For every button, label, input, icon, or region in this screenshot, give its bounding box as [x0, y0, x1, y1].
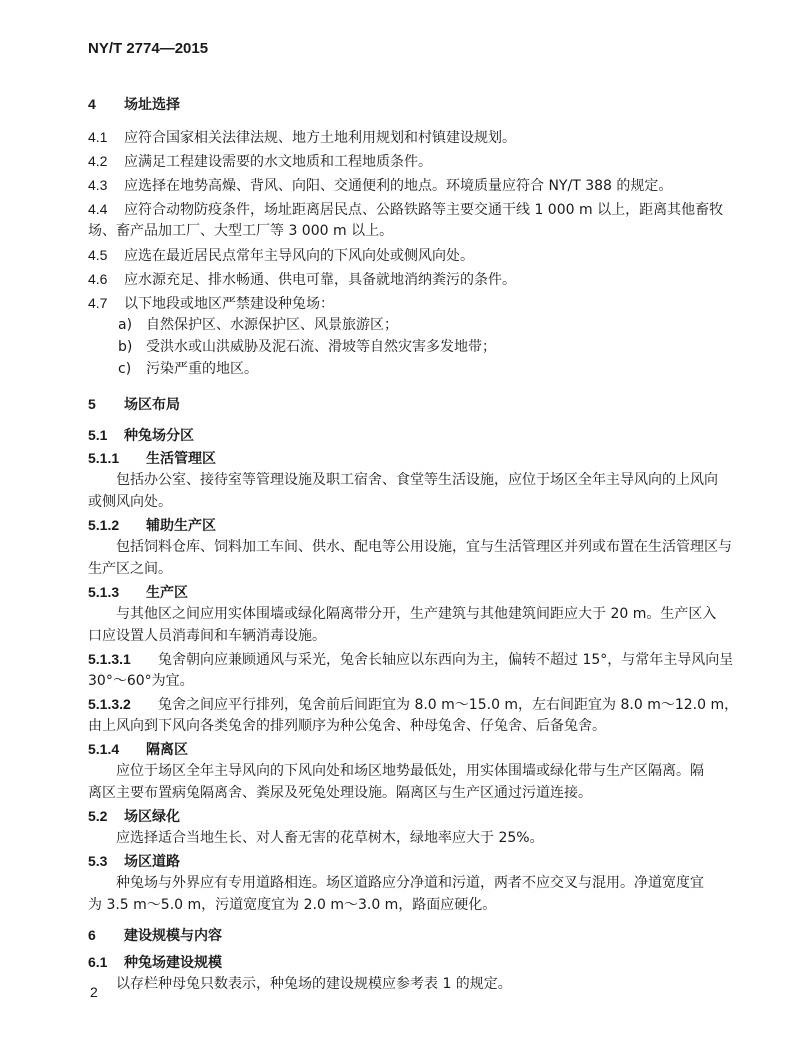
- paragraph-continued: 由上风向到下风向各类兔舍的排列顺序为种公兔舍、种母兔舍、仔兔舍、后备兔舍。: [88, 718, 606, 734]
- clause-4-6: [88, 272, 516, 287]
- section-4-heading: [88, 97, 180, 112]
- section-6-heading: [88, 928, 222, 943]
- clause-number: 5.1.2: [88, 517, 120, 533]
- clause-title: 场区绿化: [124, 809, 180, 825]
- clause-5-1-3: [88, 585, 188, 600]
- clause-text: 兔舍之间应平行排列，兔舍前后间距宜为 8.0 m～15.0 m，左右间距宜为 8.0 m～12.0 m，: [158, 697, 739, 713]
- clause-text: 应符合动物防疫条件，场址距离居民点、公路铁路等主要交通干线 1 000 m 以上，距离其他畜牧: [124, 202, 724, 218]
- paragraph: 应位于场区全年主导风向的下风向处和场区地势最低处，用实体围墙或绿化带与生产区隔离。隔: [116, 763, 704, 779]
- clause-4-4-continued: 场、畜产品加工厂、大型工厂等 3 000 m 以上。: [88, 223, 394, 239]
- clause-4-4: [88, 202, 723, 217]
- clause-text: 应选在最近居民点常年主导风向的下风向处或侧风向处。: [124, 248, 474, 264]
- clause-text: 应选择在地势高燥、背风、向阳、交通便利的地点。环境质量应符合 NY/T 388 的规定。: [124, 178, 673, 194]
- clause-4-2: [88, 154, 432, 169]
- clause-number: 4.2: [88, 153, 108, 169]
- clause-5-1: [88, 428, 194, 443]
- clause-number: 5.1.4: [88, 741, 120, 757]
- clause-number: 4.3: [88, 177, 108, 193]
- paragraph-continued: 口应设置人员消毒间和车辆消毒设施。: [88, 628, 326, 644]
- paragraph: 与其他区之间应用实体围墙或绿化隔离带分开，生产建筑与其他建筑间距应大于 20 m。生产区入: [116, 606, 717, 622]
- clause-6-1: [88, 955, 222, 970]
- clause-text: 应满足工程建设需要的水文地质和工程地质条件。: [124, 154, 432, 170]
- paragraph-continued: 生产区之间。: [88, 561, 172, 577]
- clause-number: 5.1: [88, 427, 108, 443]
- clause-title: 种兔场建设规模: [124, 955, 222, 971]
- list-marker: c): [118, 361, 132, 377]
- clause-4-5: [88, 248, 474, 263]
- clause-number: 4.4: [88, 201, 108, 217]
- section-number: 6: [88, 927, 96, 943]
- page-number: 2: [90, 984, 98, 1000]
- clause-number: 5.1.3.1: [88, 651, 131, 667]
- clause-title: 种兔场分区: [124, 428, 194, 444]
- paragraph: 包括办公室、接待室等管理设施及职工宿舍、食堂等生活设施，应位于场区全年主导风向的上风向: [116, 472, 718, 488]
- clause-title: 辅助生产区: [146, 518, 216, 534]
- clause-5-1-3-2: [88, 697, 738, 712]
- clause-text: 以下地段或地区严禁建设种兔场：: [124, 296, 334, 312]
- clause-number: 5.1.3.2: [88, 696, 131, 712]
- clause-4-7: [88, 296, 334, 311]
- clause-text: 兔舍朝向应兼顾通风与采光，兔舍长轴应以东西向为主，偏转不超过 15°，与常年主导风向呈: [158, 652, 734, 668]
- clause-5-3: [88, 854, 180, 869]
- standard-code: NY/T 2774—2015: [88, 40, 209, 57]
- clause-number: 4.5: [88, 247, 108, 263]
- paragraph: 以存栏种母兔只数表示，种兔场的建设规模应参考表 1 的规定。: [116, 976, 512, 992]
- clause-5-1-4: [88, 742, 188, 757]
- clause-title: 隔离区: [146, 742, 188, 758]
- clause-text: 应符合国家相关法律法规、地方土地利用规划和村镇建设规划。: [124, 130, 516, 146]
- list-item-a: [118, 318, 398, 332]
- section-number: 5: [88, 396, 96, 412]
- list-text: 污染严重的地区。: [146, 361, 258, 377]
- section-5-heading: [88, 397, 180, 412]
- paragraph: 应选择适合当地生长、对人畜无害的花草树木，绿地率应大于 25%。: [116, 830, 544, 846]
- clause-number: 4.1: [88, 129, 108, 145]
- clause-5-1-3-1: [88, 652, 733, 667]
- clause-number: 4.6: [88, 271, 108, 287]
- clause-4-1: [88, 130, 516, 145]
- list-text: 自然保护区、水源保护区、风景旅游区；: [146, 317, 398, 333]
- clause-title: 场区道路: [124, 854, 180, 870]
- clause-5-1-2: [88, 518, 216, 533]
- paragraph: 种兔场与外界应有专用道路相连。场区道路应分净道和污道，两者不应交叉与混用。净道宽度宜: [116, 875, 704, 891]
- clause-4-3: [88, 178, 672, 193]
- section-title: 场区布局: [124, 397, 180, 413]
- list-marker: b): [118, 339, 133, 355]
- clause-number: 5.1.3: [88, 584, 120, 600]
- clause-5-2: [88, 809, 180, 824]
- list-marker: a): [118, 317, 133, 333]
- clause-number: 5.2: [88, 808, 108, 824]
- list-item-c: [118, 362, 258, 376]
- paragraph: 包括饲料仓库、饲料加工车间、供水、配电等公用设施，宜与生活管理区并列或布置在生活管理区与: [116, 539, 732, 555]
- paragraph-continued: 离区主要布置病兔隔离舍、粪尿及死兔处理设施。隔离区与生产区通过污道连接。: [88, 785, 592, 801]
- clause-title: 生活管理区: [146, 451, 216, 467]
- section-title: 场址选择: [124, 97, 180, 113]
- clause-5-1-1: [88, 451, 216, 466]
- clause-number: 5.3: [88, 853, 108, 869]
- section-number: 4: [88, 96, 96, 112]
- paragraph-continued: 或侧风向处。: [88, 494, 172, 510]
- clause-title: 生产区: [146, 585, 188, 601]
- paragraph-continued: 30°～60°为宜。: [88, 673, 194, 689]
- section-title: 建设规模与内容: [124, 928, 222, 944]
- list-text: 受洪水或山洪威胁及泥石流、滑坡等自然灾害多发地带；: [146, 339, 496, 355]
- clause-text: 应水源充足、排水畅通、供电可靠，具备就地消纳粪污的条件。: [124, 272, 516, 288]
- clause-number: 6.1: [88, 954, 108, 970]
- clause-number: 4.7: [88, 295, 108, 311]
- paragraph-continued: 为 3.5 m～5.0 m，污道宽度宜为 2.0 m～3.0 m，路面应硬化。: [88, 897, 497, 913]
- clause-number: 5.1.1: [88, 450, 120, 466]
- list-item-b: [118, 340, 496, 354]
